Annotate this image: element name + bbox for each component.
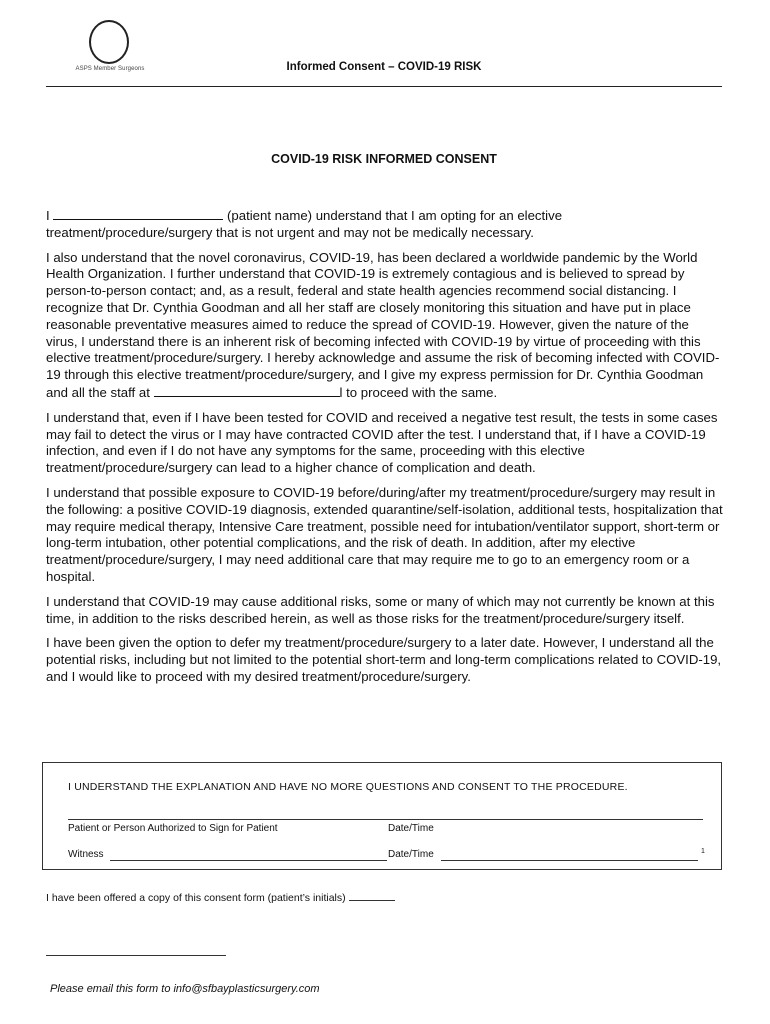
asps-logo-text: ASPS Member Surgeons — [75, 66, 145, 72]
date-time-label-1: Date/Time — [388, 823, 434, 834]
signature-box — [42, 762, 722, 870]
footnote-divider — [46, 955, 226, 956]
copy-offer-line — [46, 890, 395, 904]
asps-logo-emblem — [89, 20, 129, 64]
patient-signature-label: Patient or Person Authorized to Sign for Patient — [68, 823, 278, 834]
paragraph-2-text: I also understand that the novel coronavirus, COVID-19, has been declared a worldwide pandemic by the World Health Organization. I further understand that COVID-19 is extremely contagious and is believed to spread by person-to-person contact; and, as a result, federal and state health agencies recommend social distancing. I recognize that Dr. Cynthia Goodman and all her staff are closely monitoring this situation and have put in place reasonable preventative measures aimed to reduce the spread of COVID-19. However, given the nature of the virus, I understand there is an inherent risk of becoming infected with COVID-19 by virtue of proceeding with this elective treatment/procedure/surgery. I hereby acknowledge and assume the risk of becoming infected with COVID-19 through this elective treatment/procedure/surgery, and I give my express permission for Dr. Cynthia Goodman and all the staff at — [46, 249, 720, 400]
practice-name-field[interactable] — [154, 384, 340, 397]
paragraph-2-end: l to proceed with the same. — [339, 384, 498, 400]
paragraph-defer-option: I have been given the option to defer my treatment/procedure/surgery to a later date. However, I understand all the potential risks, including but not limited to the potential short-term and long-term complications related to COVID-19, and I would like to proceed with my desired treatment/procedure/surgery. — [46, 635, 722, 684]
patient-signature-line[interactable] — [68, 819, 703, 820]
consent-body — [46, 207, 724, 694]
document-title: COVID-19 RISK INFORMED CONSENT — [271, 152, 497, 166]
witness-signature-line[interactable] — [110, 860, 387, 861]
paragraph-exposure: I understand that possible exposure to COVID-19 before/during/after my treatment/procedure/surgery may result in the following: a positive COVID-19 diagnosis, extended quarantine/self-isolation, additional tests, hospitalization that may require medical therapy, Intensive Care treatment, possible need for intubation/ventilator support, short-term or long-term intubation, other potential complications, and the risk of death. In addition, after my elective treatment/procedure/surgery, I may need additional care that may require me to go to an emergency room or a hospital. — [46, 484, 723, 584]
paragraph-pandemic — [46, 250, 724, 402]
copy-offer-text: I have been offered a copy of this consent form (patient’s initials) — [46, 892, 346, 904]
witness-label: Witness — [68, 849, 104, 860]
header-divider — [46, 86, 722, 87]
paragraph-1-start: I — [46, 208, 50, 223]
patient-initials-field[interactable] — [349, 890, 395, 901]
paragraph-patient-name — [46, 207, 724, 242]
footnote-marker: 1 — [701, 848, 705, 855]
paragraph-testing: I understand that, even if I have been tested for COVID and received a negative test result, the tests in some cases may fail to detect the virus or I may have contracted COVID after the test. I understand that, if I have a COVID-19 infection, and even if I do not have any symptoms for the same, proceeding with this elective treatment/procedure/surgery can lead to a higher chance of complication and death. — [46, 409, 718, 476]
paragraph-additional-risks: I understand that COVID-19 may cause additional risks, some or many of which may not currently be known at this time, in addition to the risks described herein, as well as those risks for the treatment/procedure/surgery itself. — [46, 593, 715, 626]
header-title: Informed Consent – COVID-19 RISK — [286, 61, 482, 73]
patient-name-field[interactable] — [53, 207, 223, 220]
witness-date-time-line[interactable] — [441, 860, 698, 861]
date-time-label-2: Date/Time — [388, 849, 434, 860]
consent-statement: I UNDERSTAND THE EXPLANATION AND HAVE NO MORE QUESTIONS AND CONSENT TO THE PROCEDURE. — [68, 781, 628, 793]
email-instruction: Please email this form to info@sfbayplasticsurgery.com — [50, 983, 320, 995]
paragraph-1-text: (patient name) understand that I am opting for an elective treatment/procedure/surgery that is not urgent and may not be medically necessary. — [46, 208, 563, 240]
